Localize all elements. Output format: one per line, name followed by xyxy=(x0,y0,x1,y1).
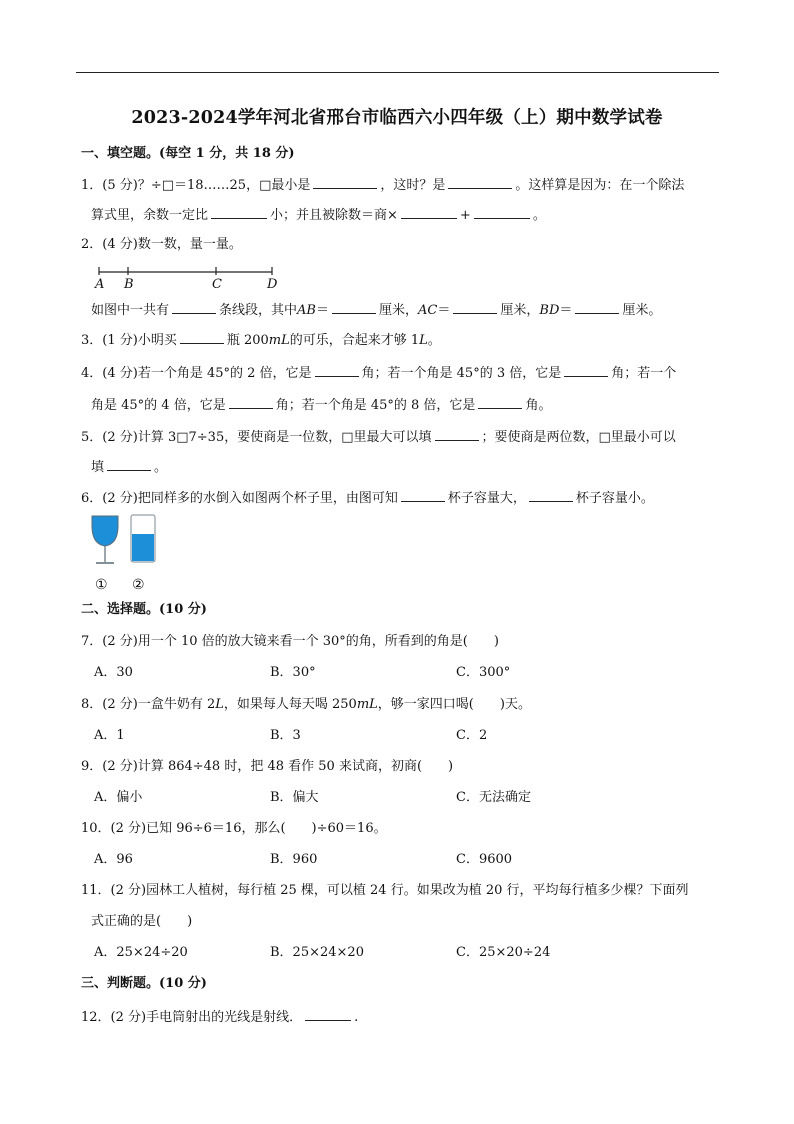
q11-option-c[interactable]: C．25×20÷24 xyxy=(456,945,551,960)
section-heading-choice: 二、选择题。(10 分) xyxy=(81,602,207,617)
q3-unit-ml: mL xyxy=(268,333,290,348)
tumbler-water xyxy=(132,534,154,561)
point-label-c: C xyxy=(212,277,222,292)
answer-blank[interactable] xyxy=(435,428,479,441)
answer-blank[interactable] xyxy=(211,206,267,219)
answer-blank[interactable] xyxy=(575,301,619,314)
q4-text-e: 角；若一个角是 45°的 8 倍，它是 xyxy=(275,398,476,413)
q5-text-c: 填 xyxy=(91,460,105,475)
q2-text-d: ＝ xyxy=(315,303,329,318)
q9-option-c[interactable]: C．无法确定 xyxy=(456,790,531,805)
q6-text-b: 杯子容量大， xyxy=(447,491,526,506)
q12-text-b: . xyxy=(354,1010,359,1025)
q9-option-b[interactable]: B．偏大 xyxy=(270,790,319,805)
q1-text-g: 。 xyxy=(532,208,546,223)
point-label-a: A xyxy=(95,277,105,292)
q2-text-b: 如图中一共有 xyxy=(91,303,170,318)
q1-text-d: 算式里，余数一定比 xyxy=(91,208,209,223)
answer-blank[interactable] xyxy=(453,301,497,314)
q2-text-i: 厘米。 xyxy=(622,303,662,318)
question-1-line-1 xyxy=(81,176,684,194)
question-2-line-2 xyxy=(91,301,661,319)
q8-text-a: 8．(2 分)一盒牛奶有 2 xyxy=(81,697,216,712)
answer-blank[interactable] xyxy=(448,176,512,189)
q8-unit-ml: mL xyxy=(356,697,378,712)
q1-text-a: 1．(5 分)？÷□＝18……25，□最小是 xyxy=(81,178,311,193)
q3-unit-l: L xyxy=(419,333,428,348)
q4-text-b: 角；若一个角是 45°的 3 倍，它是 xyxy=(361,366,562,381)
question-11-line-2: 式正确的是( ) xyxy=(91,914,193,929)
q2-seg-bd: BD xyxy=(539,303,560,318)
q2-text-g: 厘米， xyxy=(500,303,540,318)
line-segment-figure xyxy=(92,264,282,292)
section-heading-fill-blank: 一、填空题。(每空 1 分，共 18 分) xyxy=(81,146,295,161)
answer-blank[interactable] xyxy=(401,206,457,219)
answer-blank[interactable] xyxy=(401,489,445,502)
q1-text-c: 。这样算是因为：在一个除法 xyxy=(515,178,685,193)
q10-option-b[interactable]: B．960 xyxy=(270,852,318,867)
q12-text-a: 12．(2 分)手电筒射出的光线是射线． xyxy=(81,1010,303,1025)
answer-blank[interactable] xyxy=(229,396,273,409)
q2-text-f: ＝ xyxy=(437,303,451,318)
q5-text-a: 5．(2 分)计算 3□7÷35，要使商是一位数，□里最大可以填 xyxy=(81,430,432,445)
q8-option-b[interactable]: B．3 xyxy=(270,728,301,743)
q3-text-b: 瓶 200 xyxy=(226,333,269,348)
q7-option-c[interactable]: C．300° xyxy=(456,665,511,680)
answer-blank[interactable] xyxy=(478,396,522,409)
question-10: 10．(2 分)已知 96÷6＝16，那么( )÷60＝16。 xyxy=(81,821,387,836)
q7-option-a[interactable]: A．30 xyxy=(94,665,133,680)
q8-text-c: ，够一家四口喝( )天。 xyxy=(377,697,531,712)
answer-blank[interactable] xyxy=(305,1008,351,1021)
question-1-line-2 xyxy=(91,206,546,224)
point-label-d: D xyxy=(267,277,278,292)
q3-text-c: 的可乐，合起来才够 1 xyxy=(289,333,420,348)
q2-text-e: 厘米， xyxy=(379,303,419,318)
question-9: 9．(2 分)计算 864÷48 时，把 48 看作 50 来试商，初商( ) xyxy=(81,759,454,774)
question-11-line-1: 11．(2 分)园林工人植树，每行植 25 棵，可以植 24 行。如果改为植 20 行，平均每行植多少棵？下面列 xyxy=(81,883,689,898)
question-5-line-2 xyxy=(91,458,167,476)
q10-option-c[interactable]: C．9600 xyxy=(456,852,513,867)
question-2-line-1: 2．(4 分)数一数，量一量。 xyxy=(81,237,242,252)
top-rule xyxy=(76,72,719,73)
q4-text-d: 角是 45°的 4 倍，它是 xyxy=(91,398,226,413)
answer-blank[interactable] xyxy=(107,458,151,471)
q9-option-a[interactable]: A．偏小 xyxy=(94,790,143,805)
q6-text-a: 6．(2 分)把同样多的水倒入如图两个杯子里，由图可知 xyxy=(81,491,398,506)
question-4-line-1 xyxy=(81,364,676,382)
cups-figure xyxy=(88,512,168,568)
q3-text-a: 3．(1 分)小明买 xyxy=(81,333,177,348)
cup-label-1: ① xyxy=(95,577,108,593)
q5-text-d: 。 xyxy=(154,460,168,475)
q8-unit-l: L xyxy=(215,697,224,712)
q8-option-c[interactable]: C．2 xyxy=(456,728,488,743)
answer-blank[interactable] xyxy=(474,206,530,219)
q11-option-b[interactable]: B．25×24×20 xyxy=(270,945,364,960)
answer-blank[interactable] xyxy=(529,489,573,502)
question-6 xyxy=(81,489,654,507)
q1-text-b: ，这时？是 xyxy=(380,178,446,193)
q3-text-d: 。 xyxy=(427,333,441,348)
point-label-b: B xyxy=(124,277,134,292)
q10-option-a[interactable]: A．96 xyxy=(94,852,133,867)
question-12 xyxy=(81,1008,358,1026)
q6-text-c: 杯子容量小。 xyxy=(575,491,654,506)
q4-text-a: 4．(4 分)若一个角是 45°的 2 倍，它是 xyxy=(81,366,312,381)
page-title: 2023-2024学年河北省邢台市临西六小四年级（上）期中数学试卷 xyxy=(131,108,663,128)
q2-text-c: 条线段，其中 xyxy=(219,303,298,318)
cup-label-2: ② xyxy=(132,577,145,593)
q7-option-b[interactable]: B．30° xyxy=(270,665,316,680)
q8-option-a[interactable]: A．1 xyxy=(94,728,125,743)
question-3 xyxy=(81,331,441,349)
q1-text-f: + xyxy=(459,208,471,223)
section-heading-judge: 三、判断题。(10 分) xyxy=(81,976,207,991)
question-5-line-1 xyxy=(81,428,676,446)
answer-blank[interactable] xyxy=(172,301,216,314)
wine-glass-icon xyxy=(92,516,118,546)
answer-blank[interactable] xyxy=(315,364,359,377)
answer-blank[interactable] xyxy=(180,331,224,344)
q1-text-e: 小；并且被除数＝商× xyxy=(270,208,398,223)
q4-text-c: 角；若一个 xyxy=(611,366,677,381)
question-7: 7．(2 分)用一个 10 倍的放大镜来看一个 30°的角，所看到的角是( ) xyxy=(81,634,499,649)
q2-seg-ac: AC xyxy=(418,303,438,318)
q4-text-f: 角。 xyxy=(525,398,552,413)
answer-blank[interactable] xyxy=(313,176,377,189)
question-8 xyxy=(81,697,531,713)
question-4-line-2 xyxy=(91,396,551,414)
q2-seg-ab: AB xyxy=(297,303,316,318)
answer-blank[interactable] xyxy=(564,364,608,377)
q2-text-h: ＝ xyxy=(559,303,573,318)
answer-blank[interactable] xyxy=(332,301,376,314)
q8-text-b: ，如果每人每天喝 250 xyxy=(223,697,357,712)
q11-option-a[interactable]: A．25×24÷20 xyxy=(94,945,188,960)
q5-text-b: ；要使商是两位数，□里最小可以 xyxy=(481,430,676,445)
